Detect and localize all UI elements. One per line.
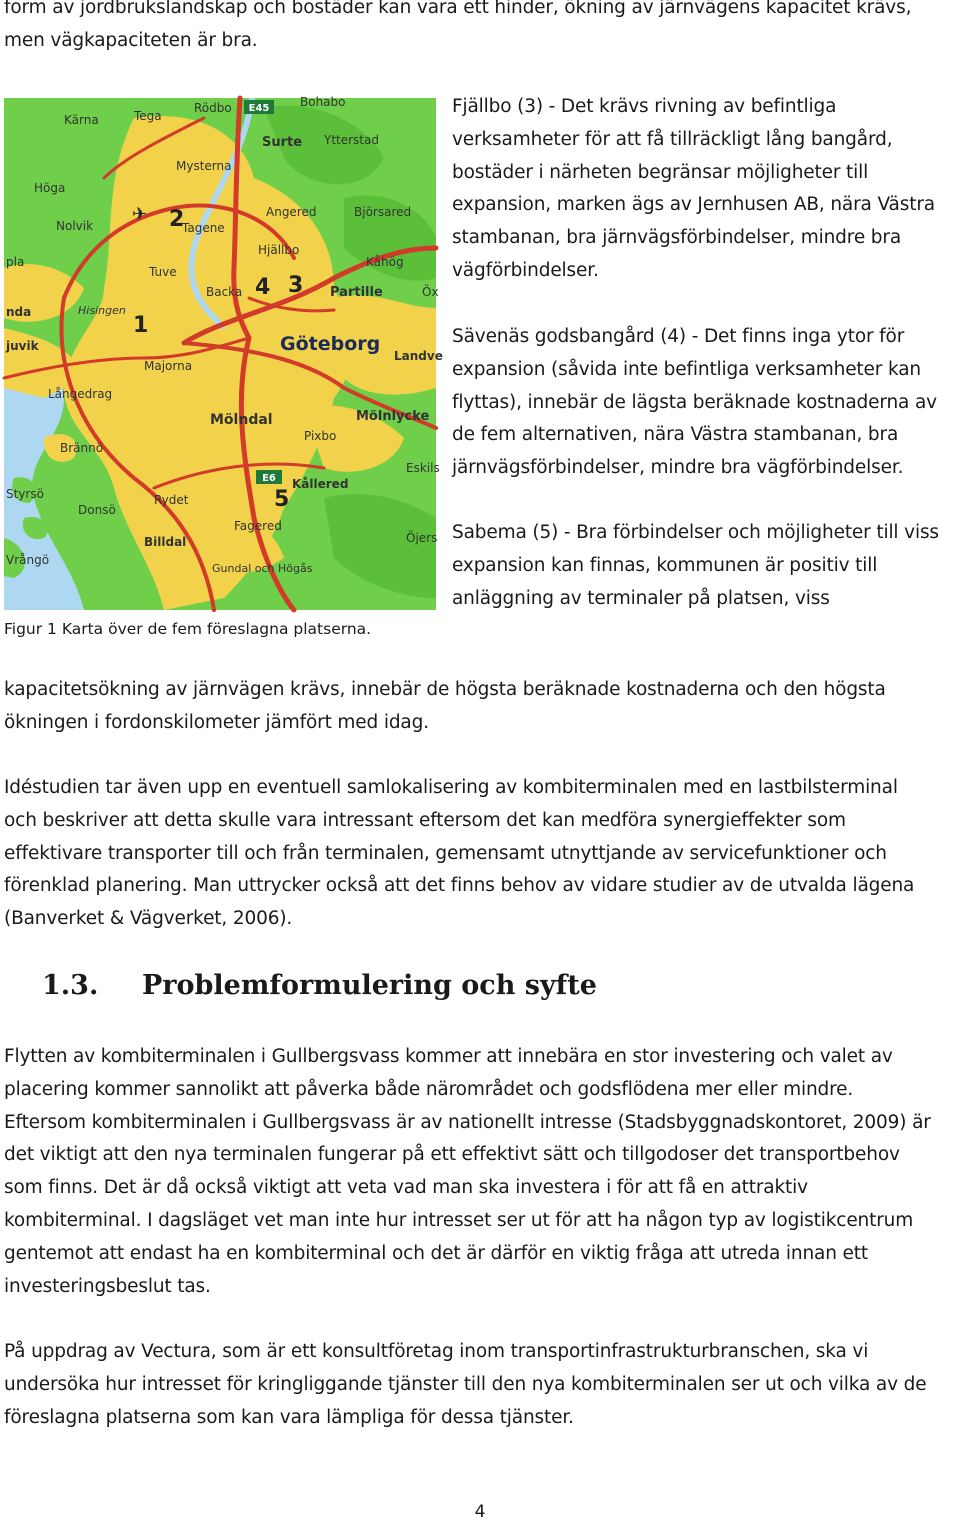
text-line: föreslagna platserna som kan vara lämpliga för dessa tjänster.	[4, 1406, 574, 1428]
section-title: Problemformulering och syfte	[142, 970, 597, 1001]
text-line: Idéstudien tar även upp en eventuell samlokalisering av kombiterminalen med en lastbilsterminal	[4, 777, 898, 798]
sabema-continuation-paragraph	[4, 674, 886, 740]
text-line: effektivare transporter till och från terminalen, gemensamt utnyttjande av servicefunktioner och	[4, 842, 887, 864]
text-line: flyttas), innebär de lägsta beräknade kostnaderna av	[452, 391, 937, 413]
svg-text:Donsö: Donsö	[78, 503, 116, 517]
svg-text:Majorna: Majorna	[144, 359, 193, 373]
sabema-paragraph	[452, 517, 956, 615]
road-shield-e6	[256, 470, 282, 484]
text-line: (Banverket & Vägverket, 2006).	[4, 908, 293, 930]
text-line: bostäder i närheten begränsar möjligheter till	[452, 161, 869, 183]
text-line: kapacitetsökning av järnvägen krävs, innebär de högsta beräknade kostnaderna och den högsta	[4, 679, 886, 700]
svg-text:Gundal och Högås: Gundal och Högås	[212, 562, 313, 575]
svg-text:Hisingen: Hisingen	[78, 304, 126, 317]
text-line: expansion (såvida inte befintliga verksamheter kan	[452, 358, 921, 380]
text-line: Flytten av kombiterminalen i Gullbergsvass kommer att innebära en stor investering och valet av	[4, 1046, 893, 1067]
problem-paragraph	[4, 1041, 931, 1303]
ideastudien-paragraph	[4, 772, 914, 936]
svg-text:Landve: Landve	[394, 349, 443, 363]
svg-text:Göteborg: Göteborg	[280, 333, 381, 355]
text-line: ökningen i fordonskilometer jämfört med idag.	[4, 711, 429, 733]
text-line: placering kommer sannolikt att påverka både närområdet och godsflödena mer eller mindre.	[4, 1078, 854, 1100]
svg-text:Höga: Höga	[34, 181, 66, 195]
site-number-2: 2	[169, 207, 185, 232]
svg-text:Surte: Surte	[262, 135, 303, 150]
text-line: förenklad planering. Man uttrycker också att det finns behov av vidare studier av de utvalda lägena	[4, 875, 915, 897]
continued-paragraph-top	[4, 0, 911, 58]
svg-text:nda: nda	[6, 305, 32, 319]
svg-text:Fagered: Fagered	[234, 519, 282, 533]
section-number: 1.3.	[42, 970, 99, 1001]
fjallbo-paragraph	[452, 91, 956, 288]
page-number: 4	[474, 1502, 486, 1522]
svg-text:Öx: Öx	[422, 285, 439, 299]
text-line: vägförbindelser.	[452, 259, 599, 281]
site-number-3: 3	[288, 273, 304, 298]
text-line: stambanan, bra järnvägsförbindelser, mindre bra	[452, 227, 902, 249]
map-image	[4, 95, 443, 610]
svg-text:Rydet: Rydet	[154, 493, 189, 507]
text-line: Fjällbo (3) - Det krävs rivning av befintliga	[452, 96, 837, 117]
svg-text:Tega: Tega	[134, 109, 162, 123]
svg-text:Brännö: Brännö	[60, 441, 104, 455]
svg-text:Mölnlycke: Mölnlycke	[356, 409, 430, 424]
svg-text:Tuve: Tuve	[149, 265, 177, 279]
text-line: kombiterminal. I dagsläget vet man inte hur intresset ser ut för att ha någon typ av logistikcentrum	[4, 1209, 914, 1231]
svg-text:Partille: Partille	[330, 285, 383, 300]
svg-text:Kåhög: Kåhög	[366, 255, 404, 269]
text-line: form av jordbrukslandskap och bostäder kan vara ett hinder, ökning av järnvägens kapacitet krävs,	[4, 0, 912, 18]
svg-text:Mysterna: Mysterna	[176, 159, 232, 173]
text-line: verksamheter för att få tillräckligt lång bangård,	[452, 128, 893, 150]
svg-text:Öjers: Öjers	[406, 531, 438, 545]
svg-text:Rödbo: Rödbo	[194, 101, 232, 115]
text-line: På uppdrag av Vectura, som är ett konsultföretag inom transportinfrastrukturbranschen, ska vi	[4, 1341, 869, 1362]
svg-text:E45: E45	[248, 103, 270, 114]
svg-text:E6: E6	[262, 473, 276, 484]
figure-caption: Figur 1 Karta över de fem föreslagna platserna.	[4, 620, 372, 638]
text-line: och beskriver att detta skulle vara intressant eftersom det kan medföra synergieffekter som	[4, 809, 846, 831]
svg-text:Angered: Angered	[266, 205, 317, 219]
site-number-4: 4	[255, 275, 271, 300]
svg-text:Björsared: Björsared	[354, 205, 412, 219]
text-line: expansion, marken ägs av Jernhusen AB, nära Västra	[452, 194, 935, 216]
svg-text:juvik: juvik	[6, 339, 39, 353]
site-number-1: 1	[133, 313, 149, 338]
svg-text:Billdal: Billdal	[144, 535, 187, 549]
vectura-paragraph	[4, 1336, 926, 1434]
svg-text:Mölndal: Mölndal	[210, 412, 273, 428]
text-line: gentemot att endast ha en kombiterminal och det är därför en viktig fråga att utreda innan ett	[4, 1242, 868, 1264]
text-line: Eftersom kombiterminalen i Gullbergsvass är av nationellt intresse (Stadsbyggnadskontoret, 2009) är	[4, 1111, 931, 1133]
text-line: undersöka hur intresset för kringliggande tjänster till den nya kombiterminalen ser ut och vilka av de	[4, 1373, 927, 1395]
text-line: investeringsbeslut tas.	[4, 1275, 211, 1297]
site-number-5: 5	[274, 487, 290, 512]
text-line: Sävenäs godsbangård (4) - Det finns inga ytor för	[452, 326, 905, 347]
svg-text:Pixbo: Pixbo	[304, 429, 337, 443]
svg-text:Ytterstad: Ytterstad	[324, 133, 379, 147]
text-line: de fem alternativen, nära Västra stambanan, bra	[452, 424, 899, 446]
text-line: järnvägsförbindelser, mindre bra vägförbindelser.	[452, 457, 904, 479]
svg-text:Kärna: Kärna	[64, 113, 99, 127]
text-line: Sabema (5) - Bra förbindelser och möjligheter till viss	[452, 522, 939, 543]
svg-text:Styrsö: Styrsö	[6, 487, 44, 501]
svg-text:Vrångö: Vrångö	[6, 553, 50, 567]
svg-text:Hjällbo: Hjällbo	[258, 243, 300, 257]
svg-text:Backa: Backa	[206, 285, 243, 299]
svg-text:Kållered: Kållered	[292, 477, 349, 491]
svg-text:pla: pla	[6, 255, 25, 269]
text-line: expansion kan finnas, kommunen är positiv till	[452, 554, 878, 576]
svg-text:Nolvik: Nolvik	[56, 219, 94, 233]
road-shield-e45	[244, 100, 274, 114]
text-line: men vägkapaciteten är bra.	[4, 29, 258, 51]
text-line: det viktigt att den nya terminalen fungerar på ett effektivt sätt och tillgodoser det transportbehov	[4, 1144, 900, 1166]
svg-text:Tagene: Tagene	[182, 221, 225, 235]
text-line: som finns. Det är då också viktigt att veta vad man ska investera i för att få en attraktiv	[4, 1177, 808, 1199]
airport-icon: ✈	[132, 204, 148, 225]
svg-text:Bohabo: Bohabo	[300, 95, 346, 109]
site-map-figure	[4, 95, 443, 610]
svg-text:Långedrag: Långedrag	[48, 387, 113, 401]
text-line: anläggning av terminaler på platsen, viss	[452, 587, 830, 609]
savenas-paragraph	[452, 321, 956, 485]
section-heading	[42, 970, 597, 1001]
svg-text:Eskils: Eskils	[406, 461, 440, 475]
